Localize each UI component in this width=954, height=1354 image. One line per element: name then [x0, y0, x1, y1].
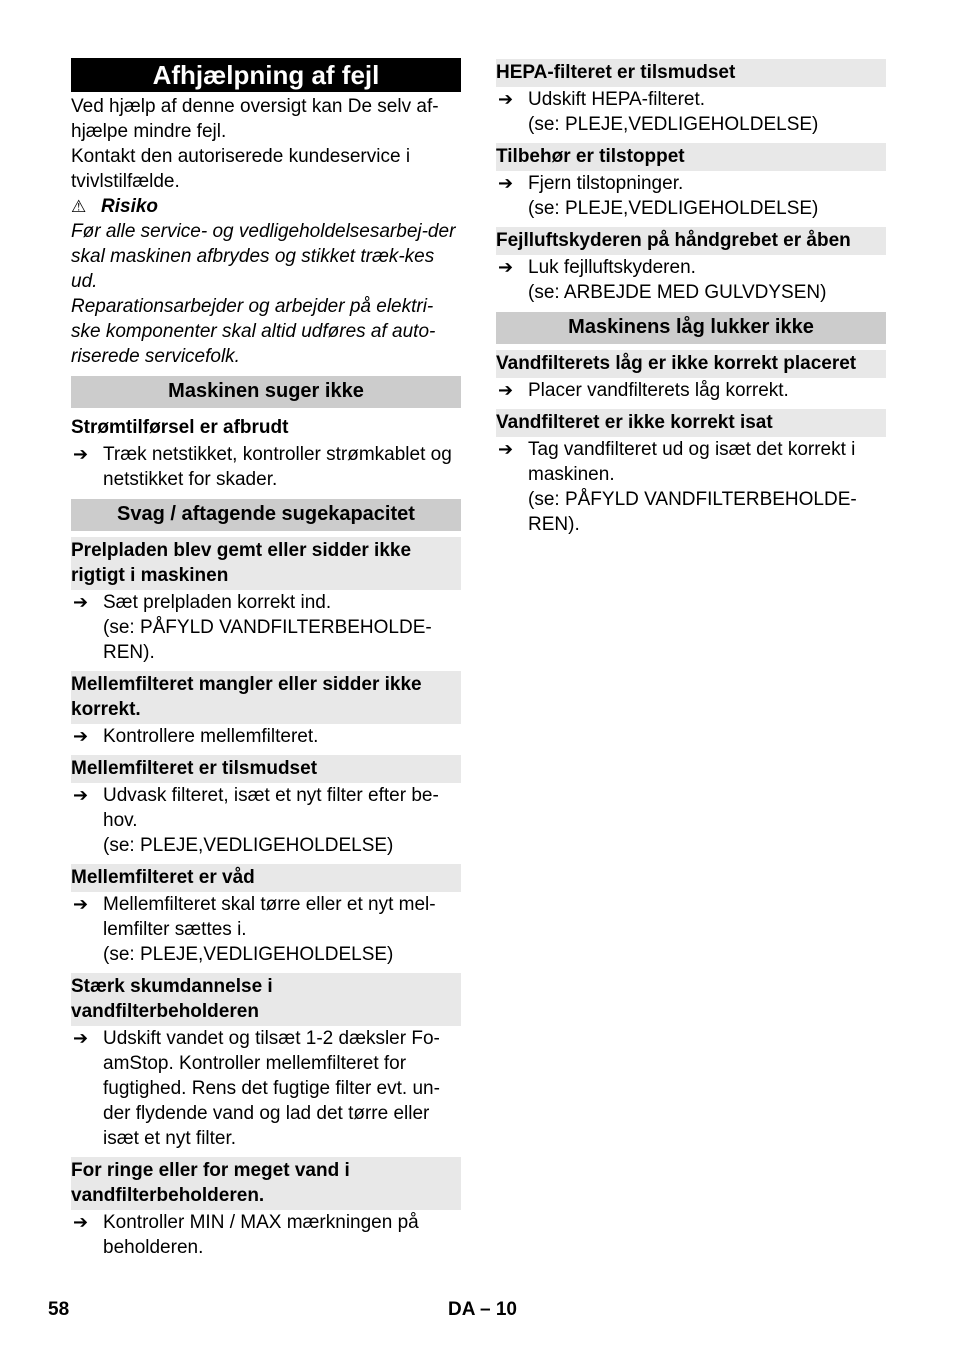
remedy-item: [496, 437, 886, 537]
warning-icon: ⚠: [71, 197, 87, 216]
page-number: 58: [48, 1299, 70, 1320]
fault-accessory-clogged: Tilbehør er tilstoppet: [496, 143, 886, 171]
remedy-item: [496, 87, 886, 137]
arrow-right-icon: ➔: [498, 257, 514, 277]
remedy-text: Kontroller MIN / MAX mærkningen på beholderen.: [103, 1212, 419, 1258]
remedy-text: Udskift vandet og tilsæt 1-2 dæksler Fo-amStop. Kontroller mellemfilteret for fugtighed. Rens det fugtige filter evt. un-der flydende vand og lad det tørre eller isæt et nyt filter.: [103, 1028, 440, 1149]
arrow-right-icon: ➔: [498, 173, 514, 193]
remedy-reference: (se: PÅFYLD VANDFILTERBEHOLDE-REN).: [103, 617, 432, 663]
fault-hepa-filter-dirty: HEPA-filteret er tilsmudset: [496, 59, 886, 87]
remedy-item: [71, 783, 461, 858]
fault-foam-formation: Stærk skumdannelse i vandfilterbeholderen: [71, 973, 461, 1026]
arrow-right-icon: ➔: [73, 785, 89, 805]
section-heading-lid: Maskinens låg lukker ikke: [496, 312, 886, 344]
fault-intermediate-filter-dirty: Mellemfilteret er tilsmudset: [71, 755, 461, 783]
remedy-reference: (se: PLEJE,VEDLIGEHOLDELSE): [103, 944, 394, 965]
remedy-text: Placer vandfilterets låg korrekt.: [528, 380, 789, 401]
risk-label: Risiko: [101, 196, 159, 217]
remedy-item: [71, 892, 461, 967]
remedy-reference: (se: PLEJE,VEDLIGEHOLDELSE): [528, 114, 819, 135]
arrow-right-icon: ➔: [498, 380, 514, 400]
remedy-item: [496, 171, 886, 221]
fault-water-filter-inserted: Vandfilteret er ikke korrekt isat: [496, 409, 886, 437]
page-code: DA – 10: [448, 1299, 517, 1320]
remedy-text: Udvask filteret, isæt et nyt filter efter be-hov.: [103, 785, 439, 831]
remedy-text: Kontrollere mellemfilteret.: [103, 726, 319, 747]
page-title: Afhjælpning af fejl: [71, 58, 461, 92]
risk-text-1: Før alle service- og vedligeholdelsesarbej-der skal maskinen afbrydes og stikket træk-kes ud.: [71, 221, 456, 292]
section-heading-suction: Maskinen suger ikke: [71, 376, 461, 408]
remedy-item: [71, 1026, 461, 1151]
fault-water-level: For ringe eller for meget vand i vandfilterbeholderen.: [71, 1157, 461, 1210]
remedy-reference: (se: ARBEJDE MED GULVDYSEN): [528, 282, 827, 303]
arrow-right-icon: ➔: [498, 89, 514, 109]
remedy-text: Mellemfilteret skal tørre eller et nyt mel-lemfilter sættes i.: [103, 894, 436, 940]
fault-intermediate-filter-wet: Mellemfilteret er våd: [71, 864, 461, 892]
remedy-text: Luk fejlluftskyderen.: [528, 257, 696, 278]
fault-baffle-plate: Prelpladen blev gemt eller sidder ikke rigtigt i maskinen: [71, 537, 461, 590]
section-heading-weak-suction: Svag / aftagende sugekapacitet: [71, 499, 461, 531]
arrow-right-icon: ➔: [498, 439, 514, 459]
remedy-text: Udskift HEPA-filteret.: [528, 89, 706, 110]
intro-text-2: Kontakt den autoriserede kundeservice i tvivlstilfælde.: [71, 146, 411, 192]
fault-intermediate-filter-missing: Mellemfilteret mangler eller sidder ikke korrekt.: [71, 671, 461, 724]
intro-text-1: Ved hjælp af denne oversigt kan De selv af-hjælpe mindre fejl.: [71, 96, 439, 142]
remedy-item: [71, 1210, 461, 1260]
risk-text-2: Reparationsarbejder og arbejder på elektri-ske komponenter skal altid udføres af auto-riserede servicefolk.: [71, 296, 436, 367]
arrow-right-icon: ➔: [73, 1028, 89, 1048]
remedy-text: Tag vandfilteret ud og isæt det korrekt i maskinen.: [528, 439, 856, 485]
remedy-item: [496, 255, 886, 305]
remedy-text: Fjern tilstopninger.: [528, 173, 684, 194]
remedy-item: [71, 724, 461, 749]
arrow-right-icon: ➔: [73, 1212, 89, 1232]
remedy-reference: (se: PLEJE,VEDLIGEHOLDELSE): [528, 198, 819, 219]
remedy-reference: (se: PÅFYLD VANDFILTERBEHOLDE-REN).: [528, 489, 857, 535]
remedy-item: [496, 378, 886, 403]
arrow-right-icon: ➔: [73, 894, 89, 914]
arrow-right-icon: ➔: [73, 726, 89, 746]
remedy-text: Sæt prelpladen korrekt ind.: [103, 592, 332, 613]
remedy-text: Træk netstikket, kontroller strømkablet og netstikket for skader.: [103, 444, 452, 490]
fault-power-interrupted: Strømtilførsel er afbrudt: [71, 417, 289, 438]
fault-water-filter-lid: Vandfilterets låg er ikke korrekt placeret: [496, 350, 886, 378]
remedy-item: [71, 590, 461, 665]
remedy-reference: (se: PLEJE,VEDLIGEHOLDELSE): [103, 835, 394, 856]
remedy-item: [71, 442, 461, 492]
arrow-right-icon: ➔: [73, 592, 89, 612]
left-column: [71, 58, 461, 1260]
fault-bypass-slide-open: Fejlluftskyderen på håndgrebet er åben: [496, 227, 886, 255]
right-column: [496, 58, 886, 537]
arrow-right-icon: ➔: [73, 444, 89, 464]
risk-heading: [71, 194, 461, 219]
